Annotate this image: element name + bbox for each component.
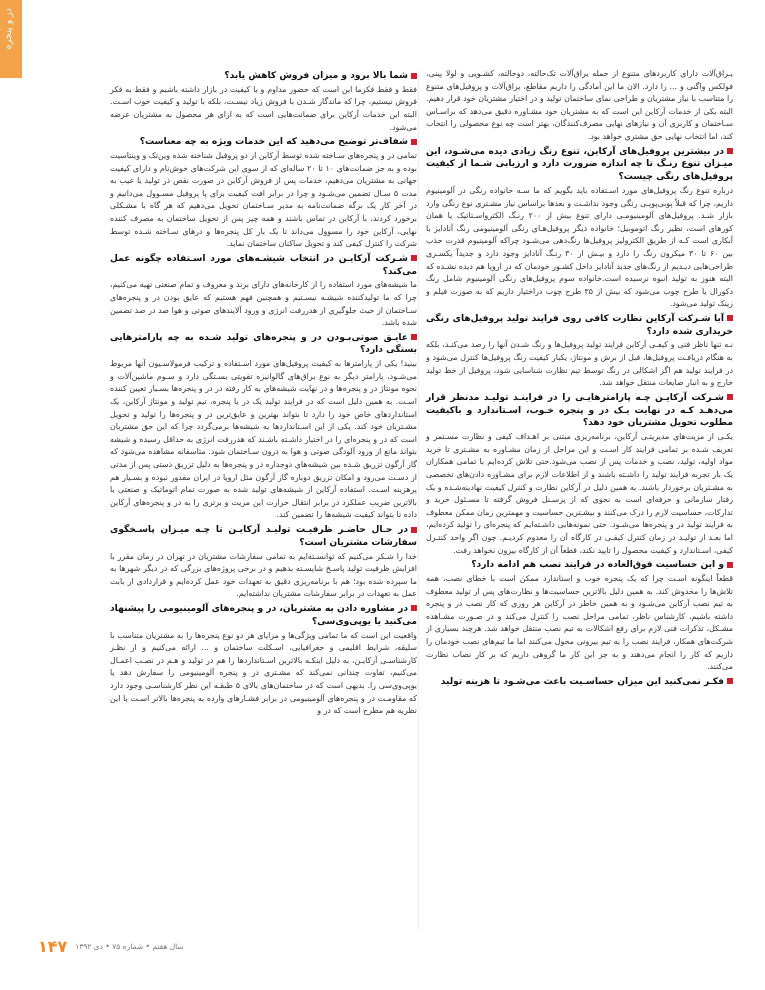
question-text: فکـر نمی‌کنید این میزان حساسـیت باعث می‌شـود تا هزینه تولید xyxy=(440,676,724,687)
question-bullet-icon xyxy=(411,139,417,145)
page-footer xyxy=(38,936,184,956)
question-heading xyxy=(110,253,417,279)
answer-paragraph: ما شیشه‌های مورد استفاده را از کارخانه‌های دارای برند و معروف و تمام صنعتی تهیه می‌کنیم، چرا که ما تولیدکننده شیشـه نیسـتیم و همچنین فهم هستیم که عایق بودن در و پنجره‌های سـاختمان از حیث جلوگیری از هدررفت انرژی و ورود آلایندهای صوتی و هوا صد در صد تضمین شده باشد. xyxy=(110,280,417,328)
answer-paragraph: واقعیت این است که ما تمامی ویژگی‌ها و مزایای هر دو نوع پنجره‌ها را به مشتریان متناسب با سلیقه، شرایط اقلیمی و جغرافیایی، اسـکلت ساختمان و ... ارائه می‌کنیم و از نظـر کارشناسـی آرکایـن، به دلیل اینکـه بالاترین اسـتانداردها را هم در تولید و هـم در نصـب اعمـال می‌کنیم، تفاوت چندانی نمی‌کند که مشـتری در و پنجره آلومینیومی را سفارش دهد یا یوپی‌وی‌سی را. بدیهی است که در ساختمان‌های بالای ۵ طبقـه این نظر کارشناسـی وجود دارد که مقاومـت در و پنجره‌های آلومینیومی در برابر فشـارهای وارده به پنجره‌ها بالاتر اسـت یا این نظریه هم مطرح است که در و xyxy=(110,630,417,716)
question-text: شما بالا برود و میزان فروش کاهش یابد؟ xyxy=(224,71,408,81)
question-bullet-icon xyxy=(727,315,733,321)
question-heading xyxy=(110,70,417,83)
question-bullet-icon xyxy=(411,73,417,79)
issue-info: سال هفتم • شماره ۷۵ • دی ۱۳۹۲ xyxy=(75,941,184,951)
answer-paragraph: قطعاً اینگونه اسـت چرا که یک پنجره خوب و استاندارد ممکن است با خطای نصب، همه تلاش‌ها را مخدوش کند. به همین دلیل بالاترین حساسیت‌ها و نظارت‌های پس از تولید معطوف به تیم نصب آرکاین می‌شـود و به همین خاطر در آرکاین هر روزی که کار نصب در و پنجره داشته باشیم، کارشناس ناظر، تمامی مراحل نصب را کنترل می‌کند و در صـورت مشـاهده مشـکل، تذکرات فنی لازم برای رفع اشکالات به تیم نصب منتقل خواهد شد. هرچند بسیاری از شرکت‌های همکار، فرایند نصب را به تیم بیرونی محول می‌کنند اما ما تیم‌های نصب خودمان را داریم که کار را انجام می‌دهند و به جز این کار ما گروهی داریم که بر کار نصاب نظارت می‌کنند. xyxy=(426,573,733,672)
left-column xyxy=(110,68,417,719)
question-bullet-icon xyxy=(727,562,733,568)
question-text: عایـق صوتی‌بـودن در و پنجره‌های تولید شـده به چه پارامترهایی بستگی دارد؟ xyxy=(110,332,417,356)
question-text: در مشاوره دادن به مشتریان، در و پنجره‌های آلومینیومی را پیشنهاد می‌کنید یا یوپی‌وی‌سی؟ xyxy=(110,603,417,627)
answer-paragraph: یکـی از مزیت‌های مدیریتـی آرکاین، برنامه‌ریزی مبتنی بر اهـداف کیفی و نظارت مسـتمر و تعریف شـده بر تمامی فرایند کار اسـت و این مراحل از زمان مشـاوره به مشـتری تا خرید مواد اولیه، تولید، نصب و خدمات پس از نصب می‌شود.حتی تلاش کرده‌ایم با تمامی همکاران یک بار تجربه فرایند تولید را داشـته باشند و از اطلاعات لازم برای مشـاوره دادن‌های تخصصی به مشـتریان برخوردار باشند. به همین دلیل در آرکاین نظارت و کنترل کیفیت نهادینه‌شـده و یک رفتار سازمانی و حرفه‌ای است به نحوی که از پرسـنل فروش گرفته تا مسـئول خرید و تدارکات، حساسیت لازم را درک می‌کنند و بیشـترین حساسیت و مهمترین زمان ممکن معطوف به فرایند تولید در و پنجره‌ها می‌شـود. حتی نمونه‌هایی داشـته‌ایم که پنجره‌ای را تولید کرده‌ایم، اما بعـد از تولیـد در زمان کنترل کیفـی در کارگاه آن را معدوم کردیـم. چون اگر واحد کنتـرل کیفی، اسـتاندارد و کیفیت محصول را تایید نکند، قطعاً آن از کارگاه بیرون نخواهد رفت. xyxy=(426,432,733,555)
column-divider xyxy=(418,70,419,930)
question-text: شـرکت آرکایـن در انتخاب شیشـه‌های مورد اسـتفاده چگونه عمل می‌کند؟ xyxy=(110,253,417,277)
answer-paragraph: فقط و فقط فکرما این است که حضور مداوم و با کیفیت در بازار داشته باشیم و فقط به فکر فروش نیستیم، چرا که ماندگار شـدن با فروش زیاد نیسـت، بلکه با تولید و کیفیت خوب اسـت. البته این خدمات آرکاین برای ضمانت‌هایی است که به ازای هر محصول به مشتریان عرضه می‌شود. xyxy=(110,84,417,132)
answer-paragraph: خدا را شـکر می‌کنیم که توانسـته‌ایم به تمامی سفارشات مشتریان در تهران در زمان مقرر با افزایش ظرفیت تولید پاسـخ شایسـته بدهیم و در برخی پروژه‌های بزرگی که در دیگر شهرها به ما سپرده شده بود؛ هم با برنامه‌ریزی دقیق به تعهدات خود عمل کرده‌ایم و قراردادی از بابت عمل به تعهدات در برابر سفارشات مشتریان نداشته‌ایم. xyxy=(110,551,417,599)
answer-paragraph: یـراق‌آلات دارای کاربردهای متنوع از جمله یراق‌آلات تک‌حالته، دوحالته، کشـویی و لولا پینی، فولکس واگنی و ... را دارد. الان ما این آمادگی را داریم مقاطع، یراق‌آلات و پروفیل‌های متنوع را متناسب با نیاز مشتریان و طراحی نمای ساختمان تولید و در اختیار مشتریان خود قرار دهیم. البته یکی از خدمات آرکاین این است که به مشتریان خود مشـاوره دقیق می‌دهد که براسـاس سـاختمان و کاربری آن و نیازهای نهایی مصرف‌کنندگان، بهتر است چه نوع محصولی را انتخاب کند، اما انتخاب نهایی حق مشتری خواهد بود. xyxy=(426,69,733,141)
question-text: در بیشترین پروفیل‌های آرکاین، تنوع رنگ زیادی دیده می‌شـود، این میـزان تنوع رنـگ تا چه اندازه ضرورت دارد و ارزیابی شـما از کیفیت پروفیل‌های رنگی چیست؟ xyxy=(426,146,733,183)
question-heading xyxy=(426,313,733,339)
question-heading xyxy=(110,603,417,629)
question-heading xyxy=(110,332,417,358)
question-text: و این حساسیت فوق‌العاده در فرایند نصب هم ادامه دارد؟ xyxy=(471,560,724,571)
question-bullet-icon xyxy=(727,148,733,154)
question-bullet-icon xyxy=(411,605,417,611)
question-heading xyxy=(426,559,733,572)
question-bullet-icon xyxy=(411,255,417,261)
question-heading xyxy=(110,524,417,550)
answer-paragraph: درباره تنوع رنگ پروفیل‌های مورد اسـتفاده باید بگویم که ما سـه خانواده رنگی در آلومینیوم داریم، چرا که قبلاً پوبی‌پوپـی رنگی وجود نداشـت و بعدها براساس نیاز مشـتری نوع رنگی وارد بازار شـد. پروفیل‌های آلومینیومـی دارای تنوع بیش از ۲۰۰ رنـگ الکترواسـتاتیک یا همان کورهای است، نظیر رنگ اتوموبیل؛ خانواده دیگر پروفیل‌هـای رنگی آلومینیومی رنگ آنادایز یا آبکاری است کـه از طریق الکترولیز پروفیل‌ها رنگ‌دهی می‌شـود چراکه آلومینیوم قدرت جذب بین ۶۰ تا ۳۰ میکرون رنگ را دارد و بیـش از ۳۰ رنـگ آنادایز وجود دارد و جدیداً یکسـری طراحی‌هایی دیـدیم از رنگ‌های جدید آنادایز داخل کشـور خودمان که در اروپا هم دیده نشـده که البته هنوز به تولید انبوه نرسیده است.خانواده سوم پروفیل‌های رنگی آلومینیوم شامل رنگ دکورال یا طرح چوب می‌شود که بیش از ۳۵ طرح چوب دراختیار داریم که به صورت فیلم و زینک تولید می‌شود. xyxy=(426,185,733,309)
question-heading xyxy=(426,392,733,430)
answer-paragraph: بینید! یکی از پارامترها به کیفیت پروفیل‌های مورد اسـتفاده و ترکیب فرمولاسـیون آنها مربوط می‌شـود، پارامتر دیگر به نوع یراق‌های گالوانیزه تقویتی بسـتگی دارد و سـوم ماشین‌آلات و نحوه مونتاژ در و پنجره‌ها و در نهایت شیشه‌های به کار رفته در در و پنجره‌ها بسـیار تعیین کننده اسـت. به همین دلیل است که در فرایند تولید یک در یا پنجره، تیم تولید و مونتاژ آرکاین، یک استانداردهای خاص خود را دارد تا بتواند بهترین و عایق‌ترین در و پنجره‌ها را تولید و تحویل مشـتریان خود کند. یکی از این اسـتانداردها به شیشه‌ها برمی‌گردد چرا که این حق مشتریان است که در و پنجره‌ای را در اختیار داشـته باشـند که هدررفت انرژی به حداقل رسیده و شیشه بتواند مانع از ورود آلودگی صوتی و هوا به درون سـاختمان شود. متاسفانه مشاهده می‌شود که گاز آرگون تزریق شـده بین شیشه‌های دوجداره در و پنجره‌ها به دلیل تزریق دستی پس از مدتی از دسـت می‌رود و امکان تزریق دوباره گاز آرگون مثل اروپا در ایران مقدور نبوده و بسـیار هم پرهزینه اسـت. استفاده آرکاین از شیشه‌های تولید شده به صورت تمام اتوماتیک و صنعتی با بالاترین ضریب عملکرد در برابر انتقال حرارت این مزیت و برتری را به در و پنجره‌های آرکاین داده تا بتواند کیفیت شیشه‌ها را تضمین کند. xyxy=(110,359,417,520)
answer-paragraph: نـه تنها ناظر فنی و کیفـی آرکاین فرایند تولید پروفیل‌ها و رنگ شـدن آنها را رصد می‌کنـد، بلکه به هنگام دریافـت پروفیل‌ها، قبل از برش و مونتاژ، یکبار کیفیت رنگ پروفیل‌ها کنترل می‌شود و در فرایند تولید هم اگر اشکالی در رنگ توسط تیم نظارت شناسایی شود، پروفیل از خط تولید خارج و به انبار ضایعات منتقل خواهد شد. xyxy=(426,340,733,388)
question-text: در حـال حاضـر ظرفیـت تولیـد آرکایـن تا چـه میـزان پاسـخگوی سفارشات مشتریان است؟ xyxy=(110,525,417,548)
question-bullet-icon xyxy=(727,394,733,400)
right-column xyxy=(426,68,733,690)
question-text: آیا شـرکت آرکاین نظارت کافی روی فرایند تولید پروفیل‌های رنگی خریداری شده دارد؟ xyxy=(426,313,733,337)
page-number: ۱۴۷ xyxy=(38,936,68,956)
question-text: شـرکت آرکایـن چـه پارامترهایـی را در فراینـد تولیـد مدنظر قرار می‌دهـد کـه در نهایت یـک در و پنجره خـوب، اسـتاندارد و باکیفیت مطلوب تحویل مشتریان خود دهد؟ xyxy=(426,392,733,429)
answer-paragraph: تمامی در و پنجره‌های سـاخته شده توسط آرکاین از دو پروفیل شناخته شده وین‌تک و وینتاسیت بوده و به جز ضمانت‌های ۱۰ تا ۲۰ ساله‌ای که از سوی این شرکت‌های خوش‌نام و دارای کیفیت جهانی به مشتریان می‌دهیم، خدمات پس از فروش آرکاین در صورت نقص در تولید یا عیب به مدت ۵ سـال تضمین می‌شـود و چرا در برابر افت کیفیت برای پا پروفیل مسـوول می‌دانیم و در آخر کار یک برگه ضمانت‌نامه به مدیر سـاختمان تحویل می‌دهیم که هر گاه با مشـکلی برخورد کردند، با آرکاین در تماس باشند و همه چیز پس از تحویل ساختمان به مصرف کننده نهایی، آرکاین خود را مسوول می‌داند تا یک بار کل پنجره‌ها و درهای سـاخته شـده توسط شرکت را کنترل کیفی کند و تحویل ساکنان ساختمان نماید. xyxy=(110,150,417,249)
question-heading xyxy=(110,136,417,149)
question-heading xyxy=(426,146,733,184)
question-bullet-icon xyxy=(727,678,733,684)
question-text: شفاف‌تر توضیح می‌دهید که این خدمات ویژه به چه معناست؟ xyxy=(139,137,408,148)
question-bullet-icon xyxy=(411,334,417,340)
question-bullet-icon xyxy=(411,527,417,533)
question-heading xyxy=(426,676,733,689)
section-tab xyxy=(0,0,22,78)
section-tab-label: در و پنجره xyxy=(3,8,14,50)
